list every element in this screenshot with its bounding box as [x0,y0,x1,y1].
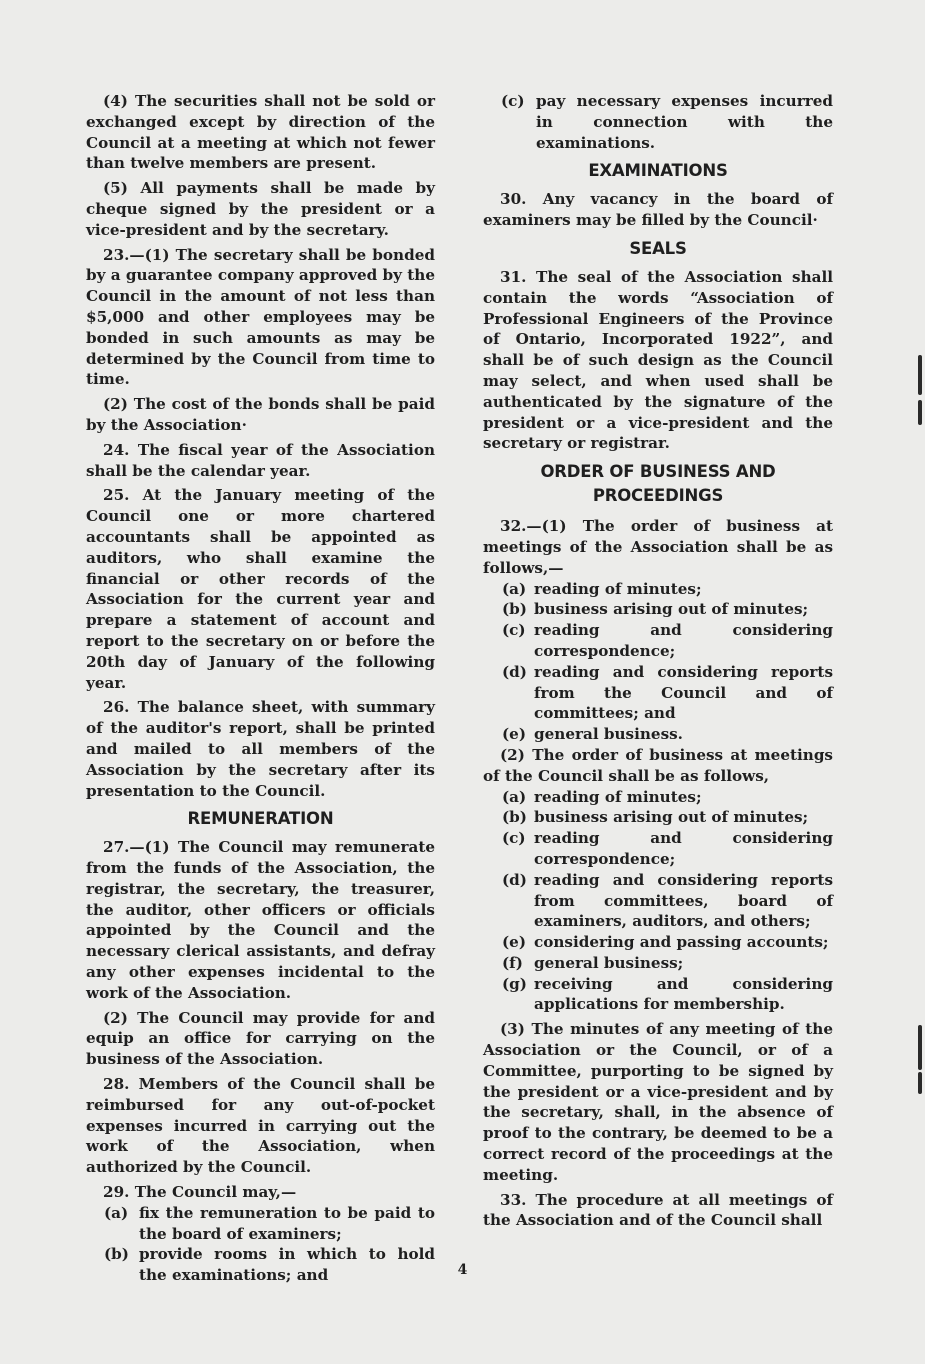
paragraph-26: 26. The balance sheet, with summary of the auditor's report, shall be printed and mailed to all members of the Association by the secretary after its presentation to the Council. [86,698,435,800]
list-item-label: (e) [502,933,527,952]
paragraph-32-2: (2) The order of business at meetings of the Council shall be as follows, [483,745,833,785]
list-item-text: reading and considering reports from committees, board of examiners, auditors, and others; [534,870,833,931]
list-item-text: business arising out of minutes; [534,808,809,827]
list-item [483,787,833,808]
list-item-label: (a) [104,1203,129,1222]
paragraph-27-1: 27.—(1) The Council may remunerate from the funds of the Association, the registrar, the secretary, the treasurer, the auditor, other officers or officials appointed by the Council and the necessary clerical assistants, and defray any other expenses incidental to the work of the Association. [86,838,435,1002]
list-item-text: reading and considering reports from the Council and of committees; and [534,662,833,723]
list-item [483,932,833,953]
paragraph-31: 31. The seal of the Association shall contain the words “Association of Professional Engineers of the Province of Ontario, Incorporated 1922”, and shall be of such design as the Council may select, and when used shall be authenticated by the signature of the president or a vice-president and the secretary or registrar. [483,267,833,453]
list-item-label: (g) [502,974,527,993]
paragraph-25: 25. At the January meeting of the Council one or more chartered accountants shall be appointed as auditors, who shall examine the financial or other records of the Association for the current year and prepare a statement of account and report to the secretary on or before the 20th day of January of the following year. [86,486,435,692]
list-item-text: considering and passing accounts; [534,933,829,952]
list-item [483,620,833,662]
list-item [483,599,833,620]
list-item [483,807,833,828]
paragraph-32-3: (3) The minutes of any meeting of the Association or the Council, or of a Committee, purporting to be signed by the president or a vice-president and by the secretary, shall, in the absence of proof to the contrary, be deemed to be a correct record of the proceedings at the meeting. [483,1020,833,1184]
list-item-text: receiving and considering applications for membership. [534,974,833,1014]
list-item-text: provide rooms in which to hold the examinations; and [139,1245,435,1285]
list-item-label: (a) [502,787,527,806]
list-item [483,870,833,932]
page-number: 4 [457,1262,468,1278]
binding-mark [918,355,922,395]
list-item-label: (b) [502,600,527,619]
list-item [483,828,833,870]
right-column [483,91,833,1235]
list-item [483,953,833,974]
heading-examinations: EXAMINATIONS [588,161,728,181]
paragraph-30: 30. Any vacancy in the board of examiners may be filled by the Council· [483,190,833,230]
list-item [483,974,833,1016]
list-item-label: (d) [502,662,527,681]
list-item-label: (c) [501,92,525,110]
paragraph-32-1: 32.—(1) The order of business at meetings of the Association shall be as follows,— [483,517,833,577]
paragraph-23-2: (2) The cost of the bonds shall be paid by the Association· [86,395,435,434]
list-item-label: (b) [502,808,527,827]
heading-order-line-2: PROCEEDINGS [592,486,724,506]
list-item-label: (a) [502,579,527,598]
heading-remuneration: REMUNERATION [187,809,334,829]
list-item-text: general business. [534,725,683,744]
binding-mark [918,1072,922,1094]
paragraph-23-1: 23.—(1) The secretary shall be bonded by a guarantee company approved by the Council in the amount of not less than $5,000 and other employees may be bonded in such amounts as may be determined by the Council from time to time. [86,245,435,389]
list-item-text: reading of minutes; [534,787,702,806]
list-item-text: reading and considering correspondence; [534,621,833,660]
list-item-text: pay necessary expenses incurred in connection with the examinations. [536,92,833,152]
list-item-text: reading and considering correspondence; [534,829,833,868]
paragraph-33: 33. The procedure at all meetings of the Association and of the Council shall [483,1190,833,1230]
list-item-label: (e) [502,725,527,744]
paragraph-28: 28. Members of the Council shall be reimbursed for any out-of-pocket expenses incurred in carrying out the work of the Association, when authorized by the Council. [86,1075,435,1177]
heading-order-line-1: ORDER OF BUSINESS AND [540,462,776,482]
left-column [86,91,435,1286]
list-item [483,579,833,600]
list-item [483,724,833,745]
list-item-label: (c) [502,829,526,848]
list-item-text: reading of minutes; [534,579,702,598]
list-item-label: (f) [502,953,523,972]
list-item [483,91,833,153]
list-item [86,1203,435,1245]
list-item [483,662,833,724]
list-item-label: (c) [502,621,526,640]
paragraph-22-4: (4) The securities shall not be sold or exchanged except by direction of the Council at a meeting at which not fewer than twelve members are present. [86,92,435,173]
list-item-text: general business; [534,953,684,972]
binding-mark [918,1025,922,1070]
heading-order-of-business [483,460,833,508]
heading-seals: SEALS [629,238,687,258]
paragraph-22-5: (5) All payments shall be made by cheque signed by the president or a vice-president and by the secretary. [86,179,435,239]
list-item-label: (b) [104,1245,129,1264]
list-item-text: business arising out of minutes; [534,600,809,619]
paragraph-24: 24. The fiscal year of the Association shall be the calendar year. [86,440,435,480]
paragraph-29: 29. The Council may,— [103,1183,297,1202]
paragraph-27-2: (2) The Council may provide for and equip an office for carrying on the business of the Association. [86,1008,435,1069]
list-item-label: (d) [502,870,527,889]
binding-mark [918,400,922,425]
list-item-text: fix the remuneration to be paid to the board of examiners; [139,1203,435,1243]
